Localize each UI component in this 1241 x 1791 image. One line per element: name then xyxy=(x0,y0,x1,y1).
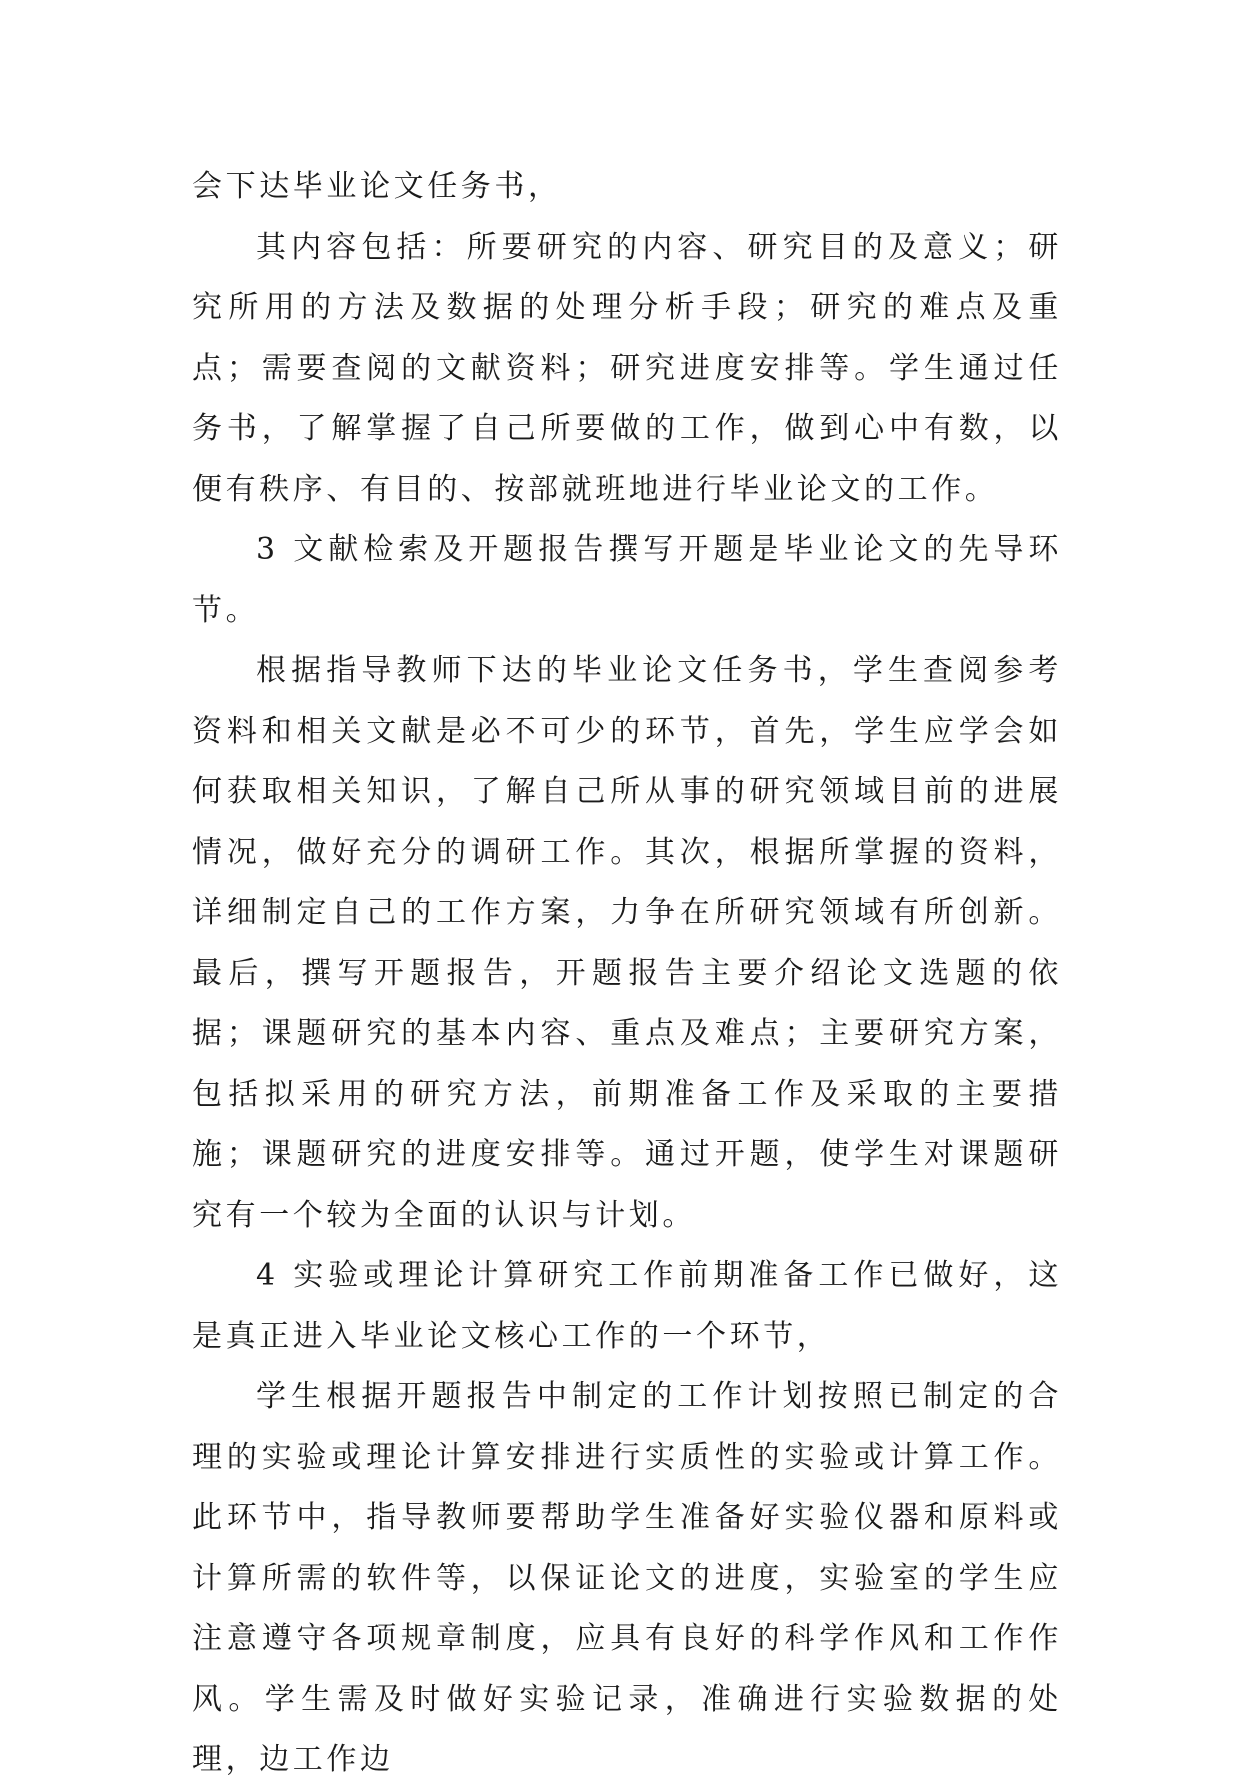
paragraph-task-book-content: 其内容包括：所要研究的内容、研究目的及意义；研究所用的方法及数据的处理分析手段；研究的难点及重点；需要查阅的文献资料；研究进度安排等。学生通过任务书，了解掌握了自己所要做的工作，做到心中有数，以便有秩序、有目的、按部就班地进行毕业论文的工作。 xyxy=(192,229,1062,507)
paragraph-literature-review: 根据指导教师下达的毕业论文任务书，学生查阅参考资料和相关文献是必不可少的环节，首先，学生应学会如何获取相关知识，了解自己所从事的研究领域目前的进展情况，做好充分的调研工作。其次，根据所掌握的资料，详细制定自己的工作方案，力争在所研究领域有所创新。最后，撰写开题报告，开题报告主要介绍论文选题的依据；课题研究的基本内容、重点及难点；主要研究方案，包括拟采用的研究方法，前期准备工作及采取的主要措施；课题研究的进度安排等。通过开题，使学生对课题研究有一个较为全面的认识与计划。 xyxy=(192,653,1062,1233)
paragraph-section-3-heading: 3 文献检索及开题报告撰写开题是毕业论文的先导环节。 xyxy=(192,532,1062,628)
paragraph-task-book-continued: 会下达毕业论文任务书， xyxy=(192,169,562,204)
paragraph-experiment-work: 学生根据开题报告中制定的工作计划按照已制定的合理的实验或理论计算安排进行实质性的实验或计算工作。此环节中，指导教师要帮助学生准备好实验仪器和原料或计算所需的软件等，以保证论文的进度，实验室的学生应注意遵守各项规章制度，应具有良好的科学作风和工作作风。学生需及时做好实验记录，准确进行实验数据的处理，边工作边 xyxy=(192,1379,1062,1777)
paragraph-section-4-heading: 4 实验或理论计算研究工作前期准备工作已做好，这是真正进入毕业论文核心工作的一个环节， xyxy=(192,1258,1062,1354)
body-text xyxy=(192,157,1062,1791)
